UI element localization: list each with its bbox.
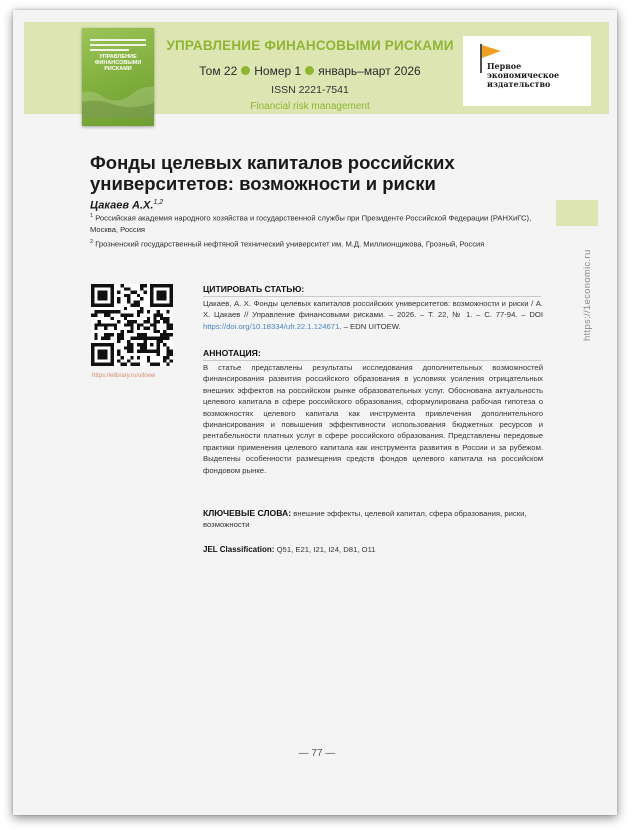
issue-number: Номер 1 — [254, 64, 302, 78]
author-affiliation-refs: 1,2 — [153, 199, 164, 206]
publisher-logo — [463, 36, 591, 106]
issue-period: январь–март 2026 — [318, 64, 421, 78]
bullet-dot-icon — [305, 66, 314, 75]
keywords — [203, 508, 543, 531]
affiliation-number: 2 — [90, 239, 94, 245]
keywords-heading: КЛЮЧЕВЫЕ СЛОВА: — [203, 508, 292, 518]
abstract-heading: АННОТАЦИЯ: — [203, 348, 261, 358]
page-number: — 77 — — [298, 748, 336, 759]
author-name: Цакаев А.Х. — [90, 199, 154, 212]
journal-subtitle-en: Financial risk management — [250, 101, 370, 112]
issue-line — [160, 64, 460, 78]
issn: ISSN 2221-7541 — [271, 84, 349, 96]
jel-classification — [203, 545, 543, 554]
author — [90, 199, 163, 212]
affiliation-text: Грозненский государственный нефтяной технический университет им. М.Д. Миллионщикова, Грозный, Россия — [95, 239, 485, 249]
citation-edn: . – EDN UITOEW. — [339, 321, 401, 331]
cover-wave-graphic — [82, 78, 154, 118]
affiliation-number: 1 — [90, 213, 94, 219]
qr-url[interactable]: https://elibrary.ru/uitoew — [92, 373, 156, 379]
affiliation-2 — [90, 237, 548, 250]
cite-heading: ЦИТИРОВАТЬ СТАТЬЮ: — [203, 284, 305, 294]
cover-decoration — [90, 36, 146, 54]
side-tab — [556, 200, 598, 226]
doi-link[interactable]: https://doi.org/10.18334/ufr.22.1.124671 — [203, 321, 340, 331]
jel-heading: JEL Classification: — [203, 545, 275, 554]
divider — [203, 360, 541, 361]
journal-cover-image — [82, 28, 154, 126]
qr-code-icon[interactable] — [91, 284, 173, 366]
volume: Том 22 — [199, 64, 238, 78]
affiliation-1 — [90, 211, 548, 235]
jel-codes: Q51, E21, I21, I24, D81, O11 — [276, 545, 376, 554]
citation-body: Цакаев, А. Х. Фонды целевых капиталов российских университетов: возможности и риски / А. Х. Цакаев // Управление финансовыми рисками. – 2026. – Т. 22, № 1. – С. 77-94. – DOI — [203, 299, 543, 320]
journal-info — [160, 38, 460, 112]
journal-title: УПРАВЛЕНИЕ ФИНАНСОВЫМИ РИСКАМИ — [166, 38, 454, 53]
citation-text — [203, 298, 543, 332]
keywords-text: внешние эффекты, целевой капитал, сфера образования, риски, возможности — [203, 509, 527, 530]
article-title: Фонды целевых капиталов российских университетов: возможности и риски — [90, 152, 455, 194]
publisher-name: Первое экономическое издательство — [487, 61, 560, 89]
bullet-dot-icon — [241, 66, 250, 75]
divider — [203, 296, 541, 297]
cover-title: УПРАВЛЕНИЕ ФИНАНСОВЫМИ РИСКАМИ — [94, 54, 142, 72]
abstract-text: В статье представлены результаты исследования дополнительных возможностей финансирования развития российского образования в условиях усиления отрицательных внешних эффектов на российском рынке образовательных услуг. Обоснована актуальность целевого капитала в сфере российского образования, сформулирована рабочая гипотеза о возможностях целевого капитала как инструмента привлечения дополнительного финансирования и повышения эффективности использования бюджетных ресурсов и рентабельности платных услуг в сфере российского образования. Представлены передовые практики применения целевого капитала как инструмента развития в России и за рубежом. Выделены особенности размещения средств фондов целевого капитала на российском фондовом рынке. — [203, 363, 543, 475]
affiliation-text: Российская академия народного хозяйства и государственной службы при Президенте Российской Федерации (РАНХиГС), Москва, Россия — [90, 213, 532, 234]
side-url[interactable]: https://1economic.ru — [582, 249, 593, 341]
